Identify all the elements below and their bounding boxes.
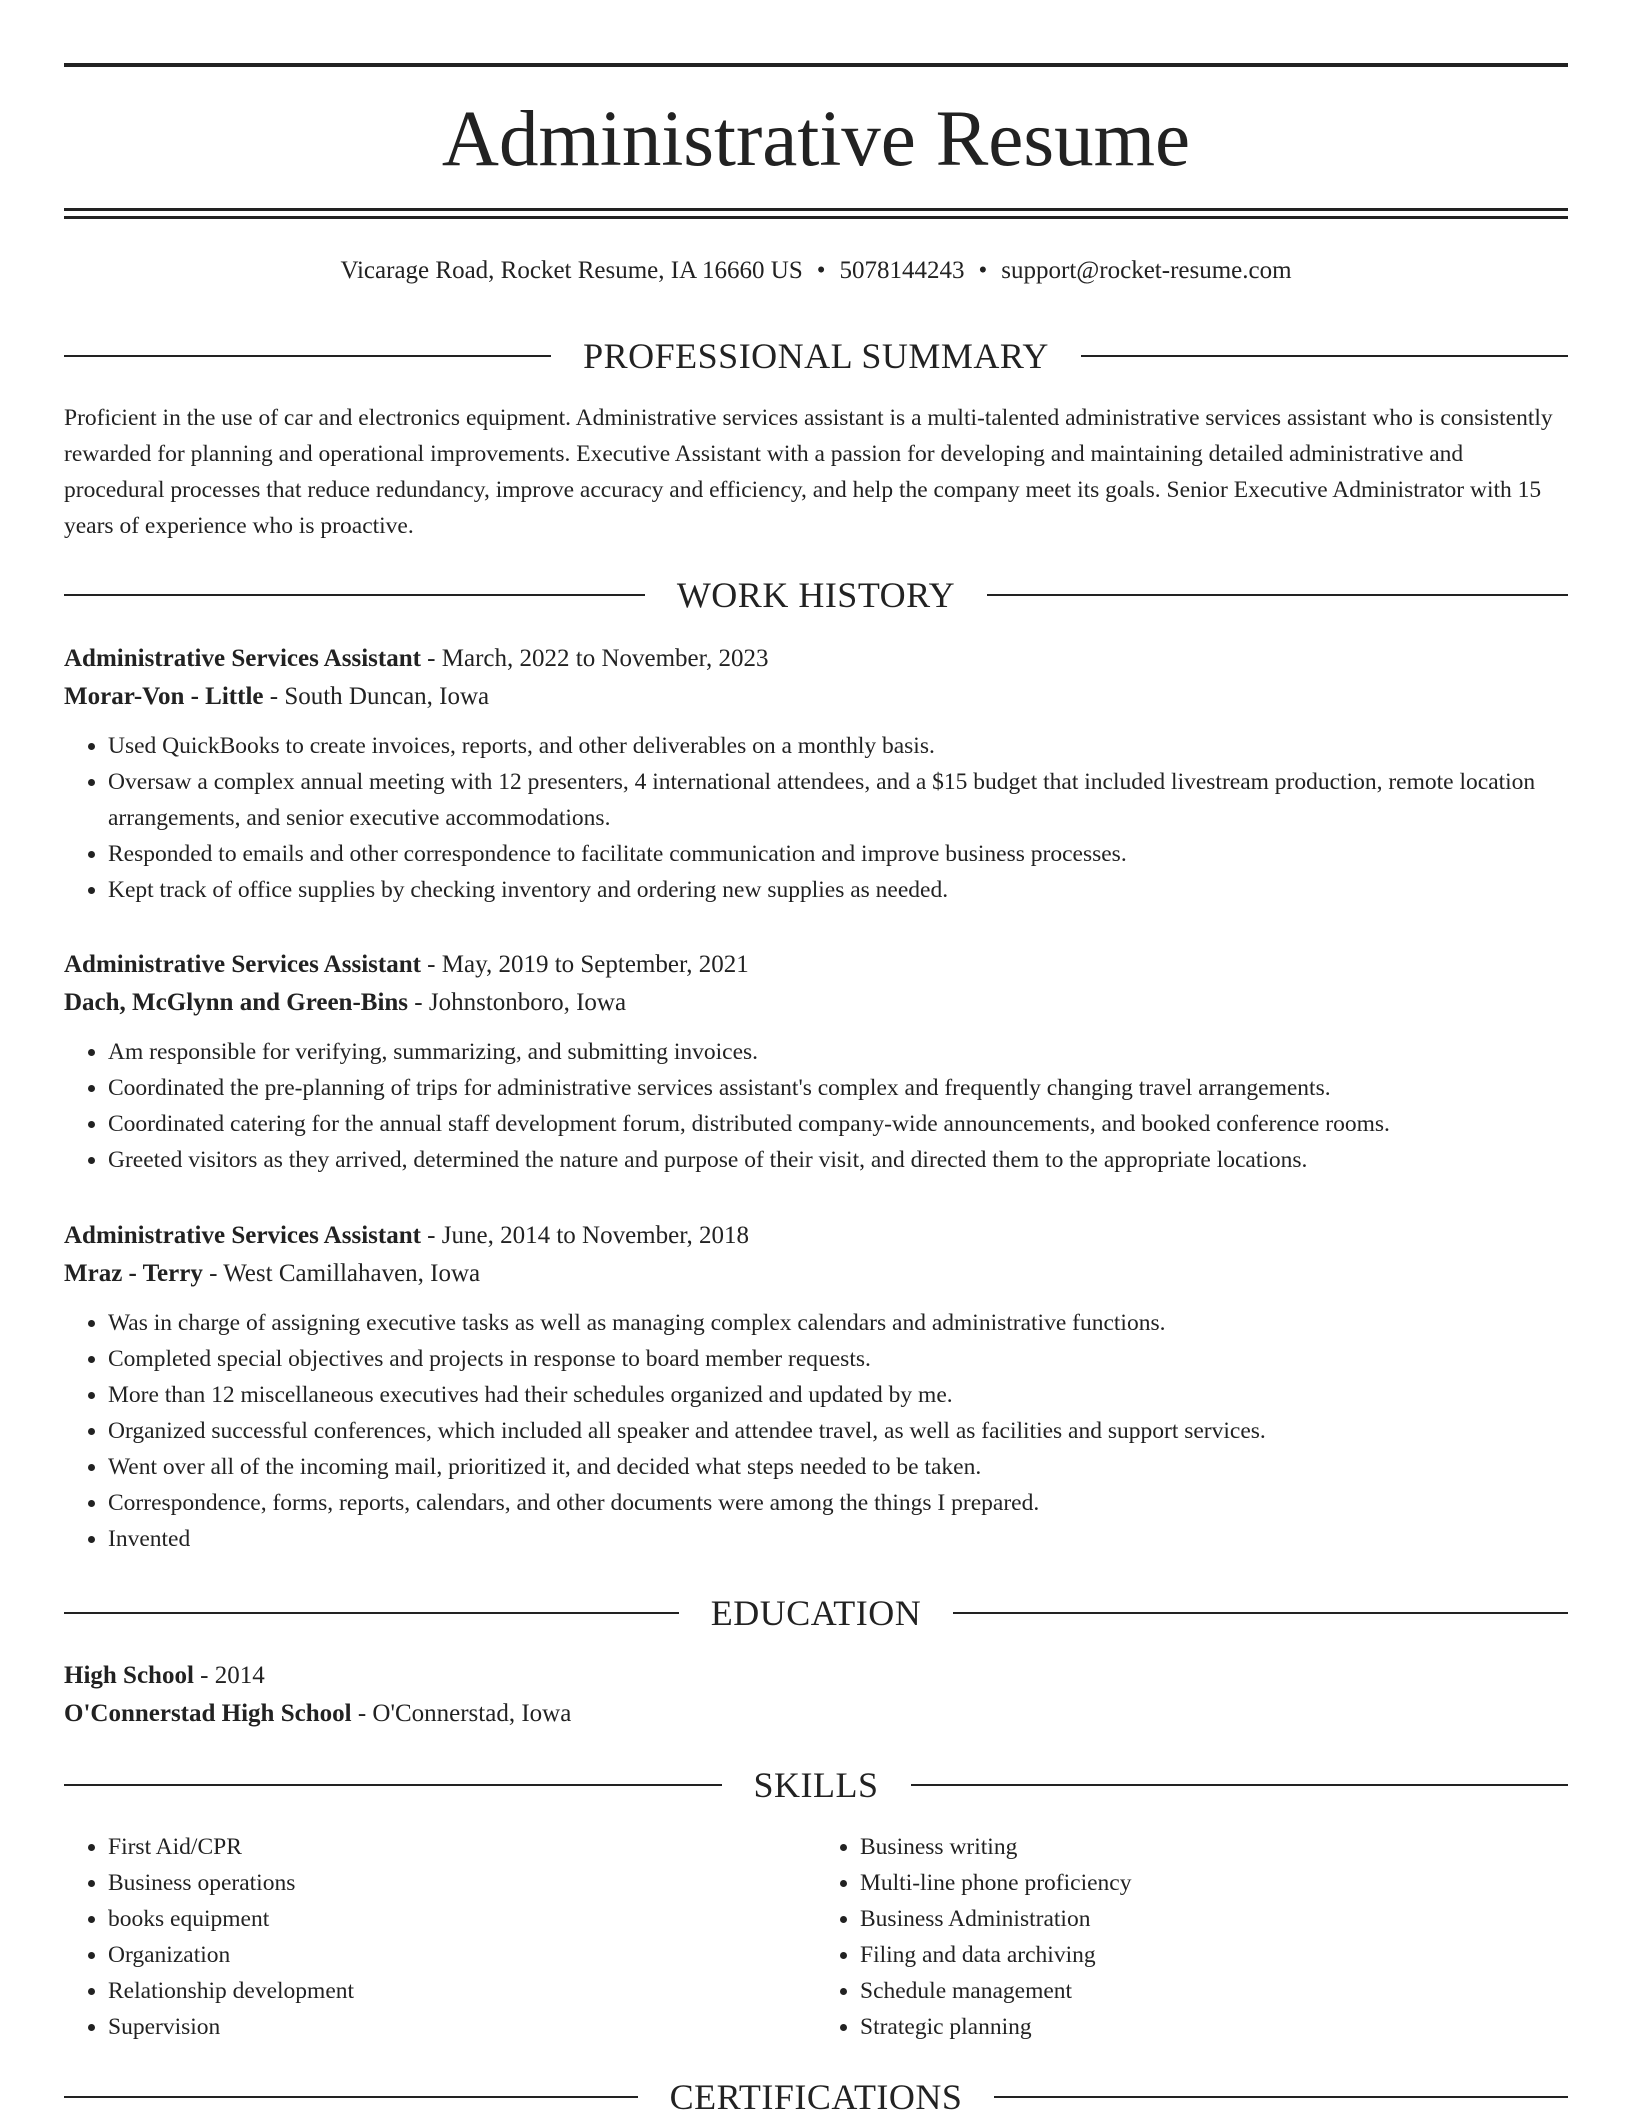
- section-header-certifications: [64, 2077, 1568, 2117]
- job-location: - South Duncan, Iowa: [263, 683, 490, 710]
- job-bullets: [64, 728, 1568, 908]
- contact-separator: •: [978, 257, 988, 284]
- job-bullet: • Invented: [108, 1521, 1568, 1557]
- job-bullet: • Coordinated catering for the annual staff development forum, distributed company-wide announcements, and booked conference rooms.: [108, 1106, 1568, 1142]
- section-rule: [64, 355, 551, 357]
- job-title: Administrative Services Assistant: [64, 951, 421, 978]
- job-company: Dach, McGlynn and Green-Bins: [64, 989, 409, 1016]
- header-bottom-rule-inner: [64, 216, 1568, 219]
- job-bullet: • Used QuickBooks to create invoices, reports, and other deliverables on a monthly basis.: [108, 728, 1568, 764]
- job-bullet: • Coordinated the pre-planning of trips for administrative services assistant's complex and frequently changing travel arrangements.: [108, 1070, 1568, 1106]
- section-rule: [994, 2096, 1568, 2098]
- education-school-line: [64, 1695, 1568, 1733]
- section-header-summary: [64, 336, 1568, 376]
- job-company-line: [64, 984, 1568, 1022]
- job-bullets: [64, 1034, 1568, 1178]
- section-title: WORK HISTORY: [676, 575, 956, 615]
- section-rule: [64, 2096, 638, 2098]
- job-bullet: • Greeted visitors as they arrived, determined the nature and purpose of their visit, and directed them to the appropriate locations.: [108, 1142, 1568, 1178]
- skill-item: • books equipment: [108, 1901, 816, 1937]
- skills-column-left: [64, 1829, 816, 2045]
- education-degree: High School: [64, 1662, 194, 1689]
- skill-item: • First Aid/CPR: [108, 1829, 816, 1865]
- job-bullets: [64, 1305, 1568, 1557]
- job-company-line: [64, 678, 1568, 716]
- job-dates: - March, 2022 to November, 2023: [420, 645, 769, 672]
- section-header-work-history: [64, 575, 1568, 615]
- job-bullet: • Responded to emails and other correspondence to facilitate communication and improve business processes.: [108, 836, 1568, 872]
- job-bullet: • Went over all of the incoming mail, prioritized it, and decided what steps needed to be taken.: [108, 1449, 1568, 1485]
- skill-item: • Multi-line phone proficiency: [860, 1865, 1568, 1901]
- skill-item: • Schedule management: [860, 1973, 1568, 2009]
- contact-address: Vicarage Road, Rocket Resume, IA 16660 US: [340, 257, 803, 284]
- section-header-skills: [64, 1765, 1568, 1805]
- job-title-line: [64, 1217, 1568, 1255]
- contact-line: [64, 254, 1568, 288]
- job-bullet: • Completed special objectives and projects in response to board member requests.: [108, 1341, 1568, 1377]
- job-title: Administrative Services Assistant: [64, 645, 421, 672]
- section-rule: [911, 1784, 1569, 1786]
- contact-email: support@rocket-resume.com: [1001, 257, 1292, 284]
- section-rule: [64, 1784, 722, 1786]
- skill-item: • Strategic planning: [860, 2009, 1568, 2045]
- skill-item: • Organization: [108, 1937, 816, 1973]
- header-bottom-rule: [64, 208, 1568, 211]
- job-location: - West Camillahaven, Iowa: [202, 1260, 481, 1287]
- skill-item: • Business operations: [108, 1865, 816, 1901]
- skill-item: • Relationship development: [108, 1973, 816, 2009]
- section-rule: [64, 594, 645, 596]
- job-entry: [64, 1217, 1568, 1557]
- section-title: PROFESSIONAL SUMMARY: [583, 336, 1049, 376]
- skill-item: • Filing and data archiving: [860, 1937, 1568, 1973]
- job-bullet: • Am responsible for verifying, summarizing, and submitting invoices.: [108, 1034, 1568, 1070]
- section-rule: [987, 594, 1568, 596]
- section-rule: [1081, 355, 1568, 357]
- job-bullet: • Kept track of office supplies by checking inventory and ordering new supplies as needed.: [108, 872, 1568, 908]
- contact-phone: 5078144243: [839, 257, 965, 284]
- job-bullet: • Oversaw a complex annual meeting with 12 presenters, 4 international attendees, and a $15 budget that included livestream production, remote location arrangements, and senior executive accommodations.: [108, 764, 1568, 836]
- education-entry: [64, 1657, 1568, 1733]
- job-bullet: • Organized successful conferences, which included all speaker and attendee travel, as well as facilities and support services.: [108, 1413, 1568, 1449]
- job-bullet: • More than 12 miscellaneous executives had their schedules organized and updated by me.: [108, 1377, 1568, 1413]
- section-title: CERTIFICATIONS: [669, 2077, 963, 2117]
- job-location: - Johnstonboro, Iowa: [408, 989, 627, 1016]
- job-company: Mraz - Terry: [64, 1260, 203, 1287]
- job-bullet: • Correspondence, forms, reports, calendars, and other documents were among the things I prepared.: [108, 1485, 1568, 1521]
- job-entry: [64, 946, 1568, 1178]
- contact-separator: •: [816, 257, 826, 284]
- skill-item: • Business writing: [860, 1829, 1568, 1865]
- job-company-line: [64, 1255, 1568, 1293]
- skills-list: [64, 1829, 1568, 2045]
- job-title-line: [64, 946, 1568, 984]
- section-header-education: [64, 1593, 1568, 1633]
- job-entry: [64, 640, 1568, 908]
- skills-column-right: [816, 1829, 1568, 2045]
- section-title: EDUCATION: [710, 1593, 922, 1633]
- job-company: Morar-Von - Little: [64, 683, 264, 710]
- summary-text: Proficient in the use of car and electronics equipment. Administrative services assistant is a multi-talented administrative services assistant who is consistently rewarded for planning and operational improvements. Executive Assistant with a passion for developing and maintaining detailed administrative and procedural processes that reduce redundancy, improve accuracy and efficiency, and help the company meet its goals. Senior Executive Administrator with 15 years of experience who is proactive.: [64, 405, 1553, 539]
- section-rule: [953, 1612, 1568, 1614]
- job-title: Administrative Services Assistant: [64, 1222, 421, 1249]
- education-location: - O'Connerstad, Iowa: [351, 1700, 572, 1727]
- job-bullet: • Was in charge of assigning executive tasks as well as managing complex calendars and administrative functions.: [108, 1305, 1568, 1341]
- job-title-line: [64, 640, 1568, 678]
- job-dates: - May, 2019 to September, 2021: [420, 951, 749, 978]
- section-rule: [64, 1612, 679, 1614]
- skill-item: • Supervision: [108, 2009, 816, 2045]
- job-dates: - June, 2014 to November, 2018: [420, 1222, 750, 1249]
- page-title: Administrative Resume: [441, 96, 1191, 183]
- education-year: - 2014: [193, 1662, 265, 1689]
- education-school: O'Connerstad High School: [64, 1700, 352, 1727]
- skill-item: • Business Administration: [860, 1901, 1568, 1937]
- header-top-rule: [64, 63, 1568, 67]
- section-title: SKILLS: [753, 1765, 879, 1805]
- education-degree-line: [64, 1657, 1568, 1695]
